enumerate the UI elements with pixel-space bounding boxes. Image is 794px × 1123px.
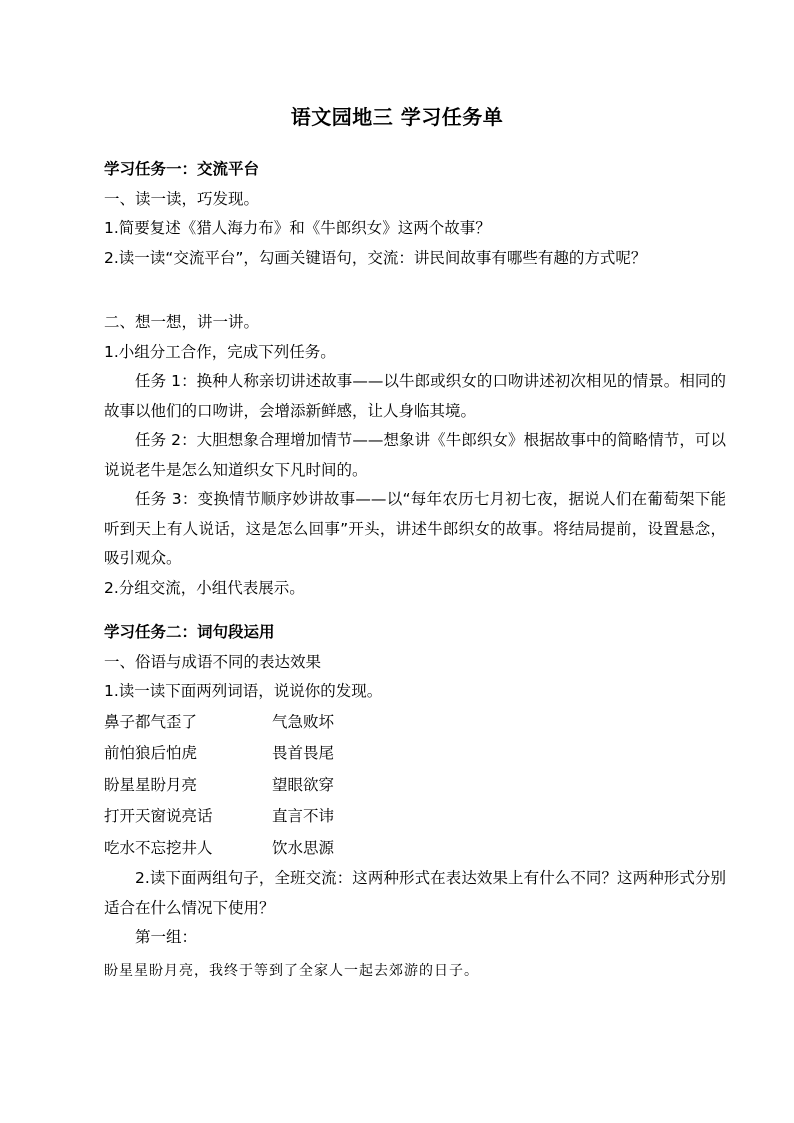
spacer bbox=[104, 273, 726, 308]
proverb: 打开天窗说亮话 bbox=[104, 807, 213, 825]
task2-question-2: 2.读下面两组句子，全班交流：这两种形式在表达效果上有什么不同？这两种形式分别适合在什么情况下使用？ bbox=[104, 869, 726, 917]
proverb: 吃水不忘挖井人 bbox=[104, 838, 213, 857]
task1-heading: 学习任务一：交流平台 bbox=[104, 160, 260, 178]
idiom: 饮水思源 bbox=[272, 838, 335, 857]
task1-question-1: 1.简要复述《猎人海力布》和《牛郎织女》这两个故事？ bbox=[104, 219, 491, 237]
word-pair-list bbox=[104, 707, 726, 865]
task2-heading: 学习任务二：词句段运用 bbox=[104, 623, 275, 641]
task1-question-2: 2.读一读“交流平台”，勾画关键语句，交流：讲民间故事有哪些有趣的方式呢？ bbox=[104, 248, 647, 267]
task1-subtask-3: 任务 3：变换情节顺序妙讲故事——以“每年农历七月初七夜，据说人们在葡萄架下能听到天上有人说话，这是怎么回事”开头，讲述牛郎织女的故事。将结局提前，设置悬念，吸引观众。 bbox=[104, 490, 726, 567]
idiom: 畏首畏尾 bbox=[272, 744, 335, 762]
word-pair-row bbox=[104, 833, 726, 865]
task2-part1-title: 一、俗语与成语不同的表达效果 bbox=[104, 652, 322, 671]
task1-subtask-2: 任务 2：大胆想象合理增加情节——想象讲《牛郎织女》根据故事中的简略情节，可以说说老牛是怎么知道织女下凡时间的。 bbox=[104, 431, 726, 479]
task1-question-3: 1.小组分工合作，完成下列任务。 bbox=[104, 342, 336, 361]
proverb: 盼星星盼月亮 bbox=[104, 775, 198, 794]
word-pair-row bbox=[104, 738, 726, 770]
word-pair-row bbox=[104, 801, 726, 833]
task1-part1-title: 一、读一读，巧发现。 bbox=[104, 189, 260, 208]
document-body bbox=[104, 155, 726, 986]
proverb: 前怕狼后怕虎 bbox=[104, 744, 198, 762]
group1-sentence: 盼星星盼月亮，我终于等到了全家人一起去郊游的日子。 bbox=[104, 962, 479, 979]
idiom: 气急败坏 bbox=[272, 712, 335, 731]
page-title: 语文园地三 学习任务单 bbox=[290, 105, 504, 129]
task1-subtask-1: 任务 1：换种人称亲切讲述故事——以牛郎或织女的口吻讲述初次相见的情景。相同的故事以他们的口吻讲，会增添新鲜感，让人身临其境。 bbox=[104, 372, 726, 420]
proverb: 鼻子都气歪了 bbox=[104, 712, 198, 731]
spacer bbox=[104, 603, 726, 618]
idiom: 望眼欲穿 bbox=[272, 775, 335, 794]
task2-question-1: 1.读一读下面两列词语，说说你的发现。 bbox=[104, 682, 383, 700]
idiom: 直言不讳 bbox=[272, 807, 335, 825]
word-pair-row bbox=[104, 707, 726, 739]
task1-part2-title: 二、想一想，讲一讲。 bbox=[104, 313, 260, 331]
task1-question-4: 2.分组交流，小组代表展示。 bbox=[104, 578, 305, 597]
word-pair-row bbox=[104, 770, 726, 802]
group1-label: 第一组： bbox=[135, 928, 198, 946]
